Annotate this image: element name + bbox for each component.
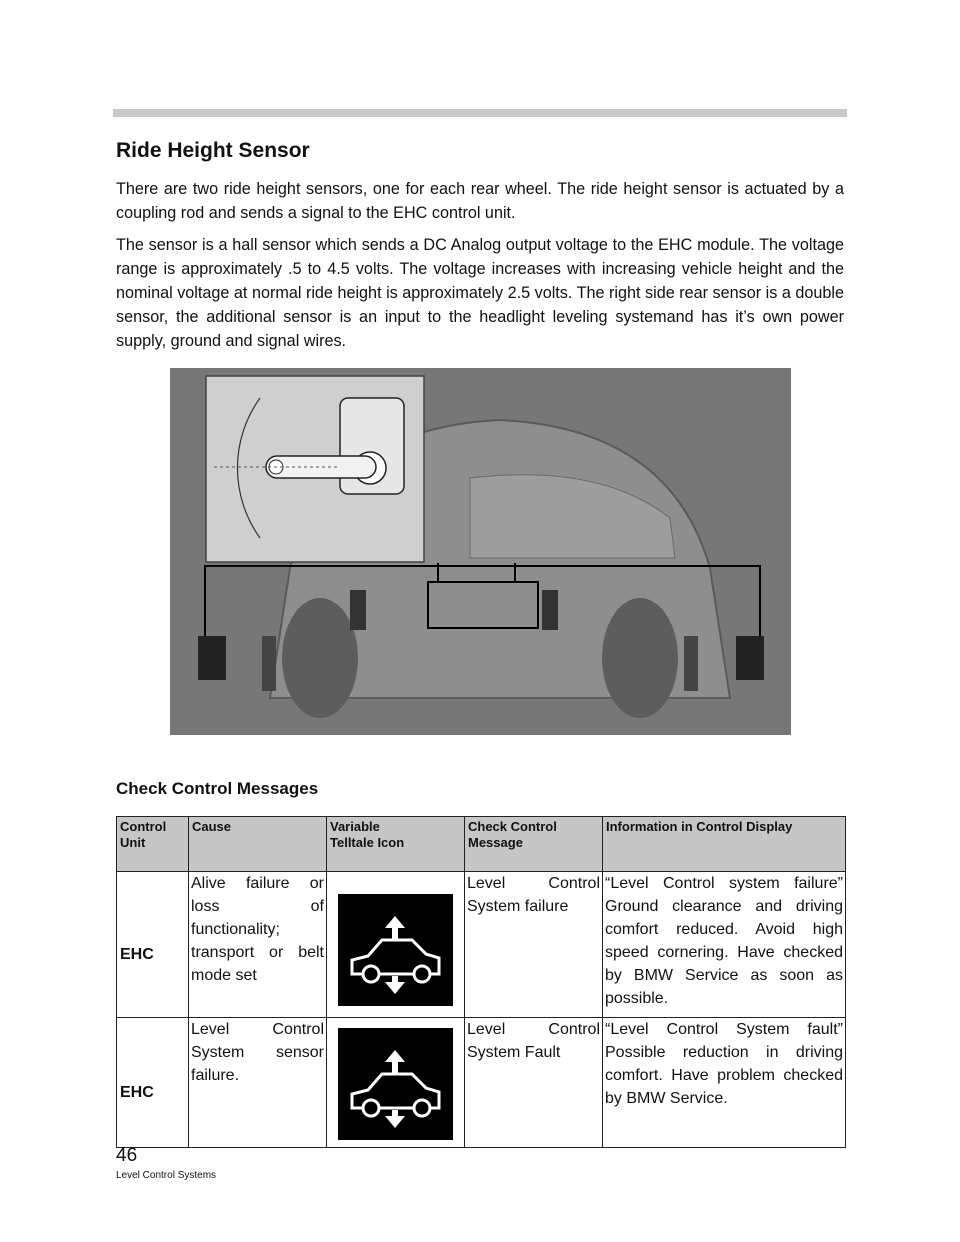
info-cell: “Level Control System fault” Possible reduction in driving comfort. Have problem checked by BMW Service. [603, 1018, 846, 1148]
header-check-control-message: Check Control Message [465, 817, 603, 872]
table-header-row [117, 817, 846, 872]
check-control-table [116, 816, 846, 1148]
cause-cell: Alive failure or loss of functionality; transport or belt mode set [189, 872, 327, 1018]
header-rule [113, 109, 847, 117]
control-unit-cell [117, 872, 189, 1018]
check-control-heading: Check Control Messages [116, 779, 319, 798]
ride-height-sensor-figure [170, 368, 791, 735]
page-number: 46 [116, 1145, 138, 1166]
car-level-up-down-icon [338, 1028, 453, 1140]
paragraph-intro: There are two ride height sensors, one for each rear wheel. The ride height sensor is actuated by a coupling rod and sends a signal to the EHC control unit. [116, 180, 844, 222]
message-cell: Level Control System failure [465, 872, 603, 1018]
info-cell: “Level Control system failure” Ground clearance and driving comfort reduced. Avoid high speed cornering. Have checked by BMW Service as soon as possible. [603, 872, 846, 1018]
section-title: Ride Height Sensor [116, 139, 310, 162]
control-unit-label: EHC [120, 1084, 154, 1101]
footer-text: Level Control Systems [116, 1170, 217, 1181]
header-cause: Cause [189, 817, 327, 872]
control-unit-cell [117, 1018, 189, 1148]
header-information: Information in Control Display [603, 817, 846, 872]
table-row [117, 872, 846, 1018]
paragraph-sensor-details: The sensor is a hall sensor which sends a DC Analog output voltage to the EHC module. The voltage range is approximately .5 to 4.5 volts. The voltage increases with increasing vehicle height and the nominal voltage at normal ride height is approximately 2.5 volts. The right side rear sensor is a double sensor, the additional sensor is an input to the headlight leveling systemand has it’s own power supply, ground and signal wires. [116, 236, 844, 350]
cause-cell: Level Control System sensor failure. [189, 1018, 327, 1148]
header-telltale-icon: Variable Telltale Icon [327, 817, 465, 872]
telltale-icon-cell [327, 1018, 465, 1148]
header-control-unit: Control Unit [117, 817, 189, 872]
table-row [117, 1018, 846, 1148]
car-level-up-down-icon [338, 894, 453, 1006]
telltale-icon-cell [327, 872, 465, 1018]
message-cell: Level Control System Fault [465, 1018, 603, 1148]
control-unit-label: EHC [120, 946, 154, 963]
